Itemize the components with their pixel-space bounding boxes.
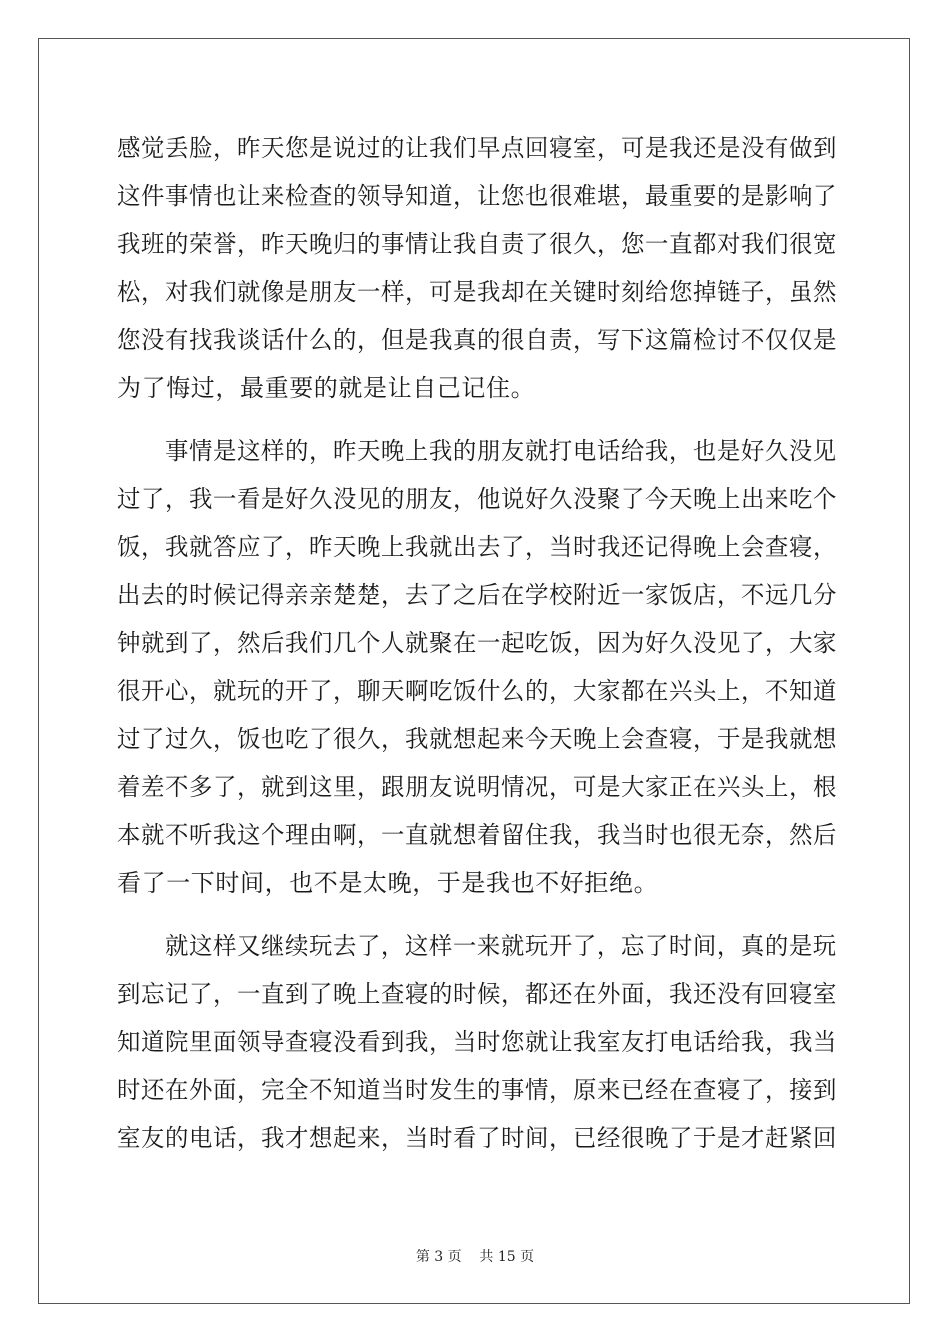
text-line: 到忘记了，一直到了晚上查寝的时候，都还在外面，我还没有回寝室 (117, 980, 837, 1008)
text-line: 看了一下时间，也不是太晚，于是我也不好拒绝。 (117, 869, 659, 897)
text-line: 松，对我们就像是朋友一样，可是我却在关键时刻给您掉链子，虽然 (117, 278, 837, 306)
text-line: 知道院里面领导查寝没看到我，当时您就让我室友打电话给我，我当 (117, 1028, 837, 1056)
text-line: 饭，我就答应了，昨天晚上我就出去了，当时我还记得晚上会查寝， (117, 533, 837, 561)
text-line: 过了过久，饭也吃了很久，我就想起来今天晚上会查寝，于是我就想 (117, 725, 837, 753)
text-line: 您没有找我谈话什么的，但是我真的很自责，写下这篇检讨不仅仅是 (117, 326, 837, 354)
text-line: 我班的荣誉，昨天晚归的事情让我自责了很久，您一直都对我们很宽 (117, 230, 837, 258)
text-line: 钟就到了，然后我们几个人就聚在一起吃饭，因为好久没见了，大家 (117, 629, 837, 657)
text-line: 很开心，就玩的开了，聊天啊吃饭什么的，大家都在兴头上，不知道 (117, 677, 837, 705)
text-line: 事情是这样的，昨天晚上我的朋友就打电话给我，也是好久没见 (165, 437, 837, 465)
text-line: 过了，我一看是好久没见的朋友，他说好久没聚了今天晚上出来吃个 (117, 485, 837, 513)
text-line: 室友的电话，我才想起来，当时看了时间，已经很晚了于是才赶紧回 (117, 1124, 837, 1152)
text-line: 本就不听我这个理由啊，一直就想着留住我，我当时也很无奈，然后 (117, 821, 837, 849)
text-line: 感觉丢脸，昨天您是说过的让我们早点回寝室，可是我还是没有做到 (117, 134, 837, 162)
text-line: 出去的时候记得亲亲楚楚，去了之后在学校附近一家饭店，不远几分 (117, 581, 837, 609)
text-line: 就这样又继续玩去了，这样一来就玩开了，忘了时间，真的是玩 (165, 932, 837, 960)
text-line: 这件事情也让来检查的领导知道，让您也很难堪，最重要的是影响了 (117, 182, 837, 210)
text-line: 时还在外面，完全不知道当时发生的事情，原来已经在查寝了，接到 (117, 1076, 837, 1104)
page-number-footer: 第 3 页 共 15 页 (415, 1249, 535, 1265)
text-line: 着差不多了，就到这里，跟朋友说明情况，可是大家正在兴头上，根 (117, 773, 837, 801)
text-line: 为了悔过，最重要的就是让自己记住。 (117, 374, 536, 402)
